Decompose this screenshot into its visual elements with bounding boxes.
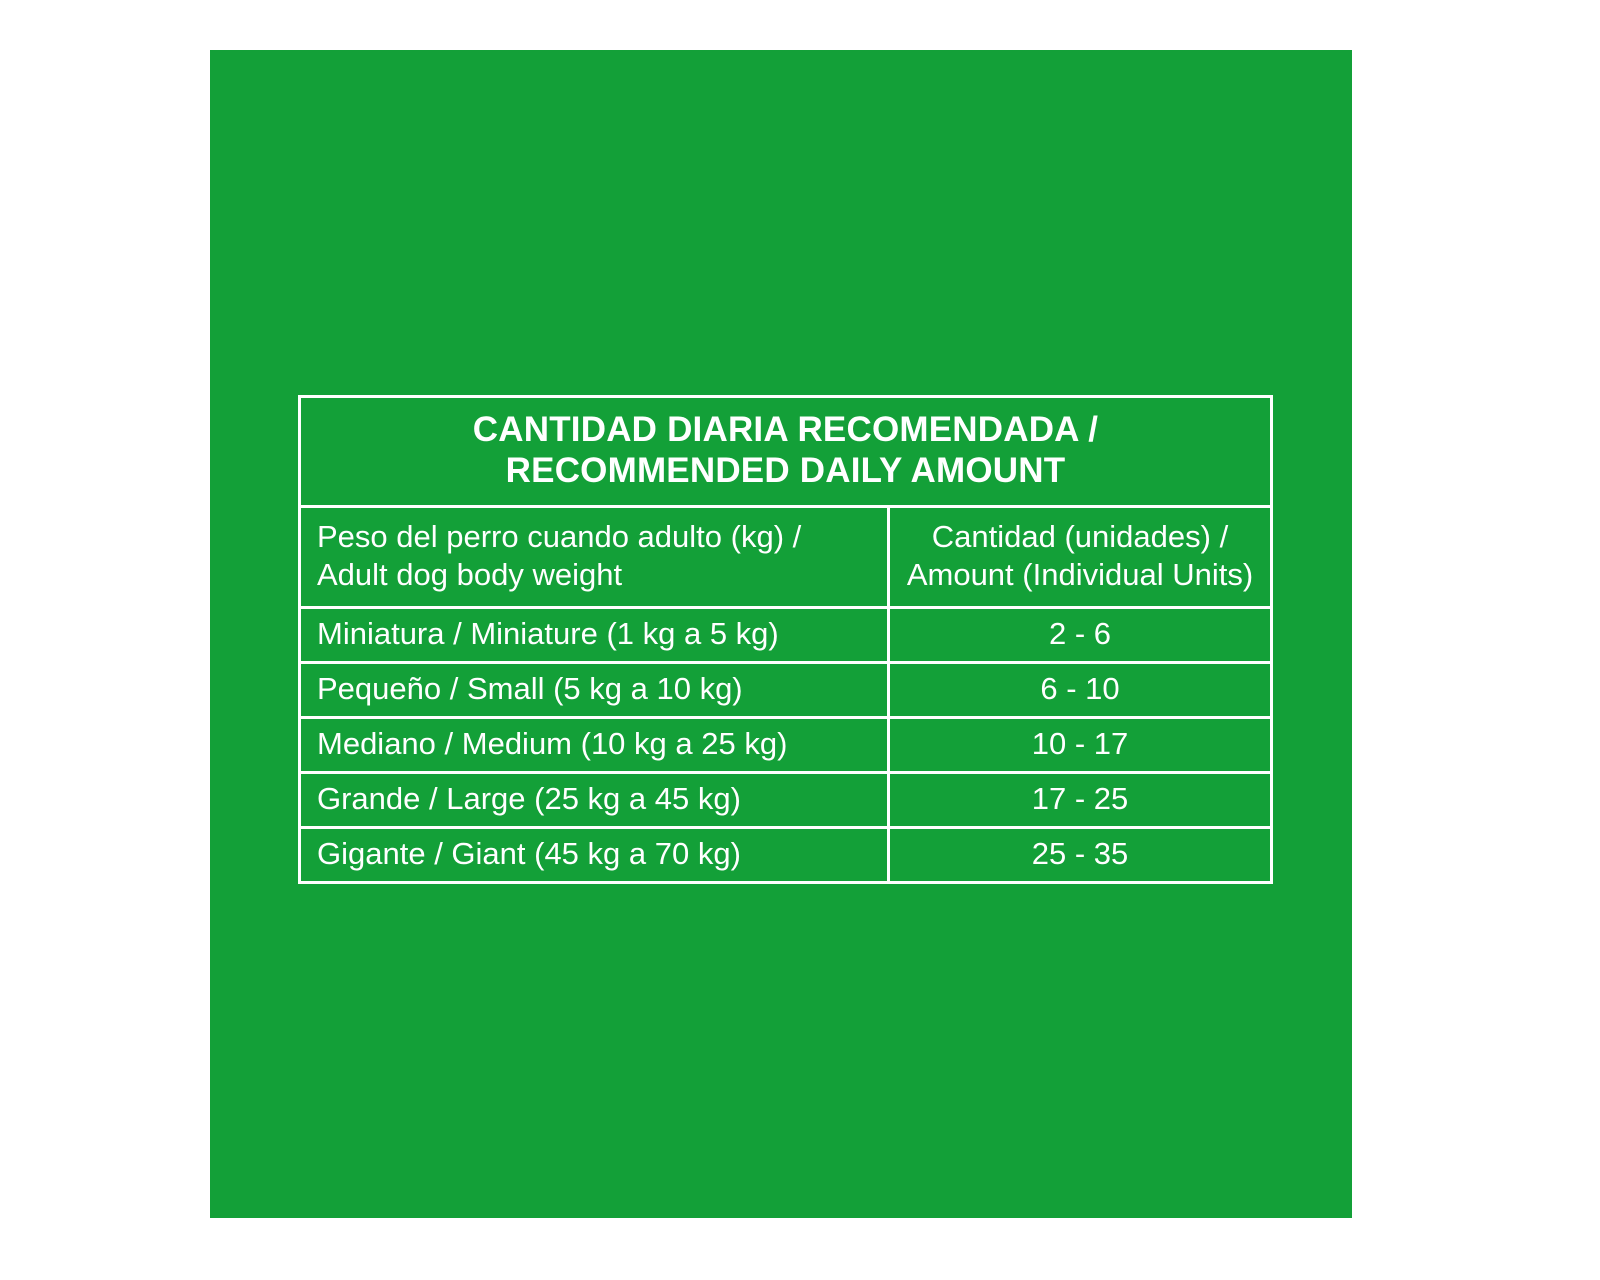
row-label: Gigante / Giant (45 kg a 70 kg) xyxy=(300,827,889,882)
row-value: 2 - 6 xyxy=(889,607,1272,662)
column-header-weight-line-1: Peso del perro cuando adulto (kg) / xyxy=(317,519,802,555)
table-title-line-1: CANTIDAD DIARIA RECOMENDADA / xyxy=(472,410,1099,449)
row-value: 6 - 10 xyxy=(889,662,1272,717)
column-header-weight-line-2: Adult dog body weight xyxy=(317,557,623,592)
row-value: 17 - 25 xyxy=(889,772,1272,827)
column-header-amount-line-2: Amount (Individual Units) xyxy=(906,557,1254,592)
table-row xyxy=(300,662,1272,717)
row-label: Mediano / Medium (10 kg a 25 kg) xyxy=(300,717,889,772)
table-row xyxy=(300,827,1272,882)
row-value: 10 - 17 xyxy=(889,717,1272,772)
table-row xyxy=(300,717,1272,772)
table-row xyxy=(300,772,1272,827)
column-header-weight xyxy=(300,507,889,608)
table-title-row xyxy=(300,397,1272,507)
table-title-line-2: RECOMMENDED DAILY AMOUNT xyxy=(505,450,1066,490)
row-value: 25 - 35 xyxy=(889,827,1272,882)
row-label: Grande / Large (25 kg a 45 kg) xyxy=(300,772,889,827)
green-panel xyxy=(210,50,1352,1218)
column-header-amount xyxy=(889,507,1272,608)
feeding-guide-table xyxy=(298,395,1273,884)
table-header-row xyxy=(300,507,1272,608)
table-title xyxy=(300,397,1272,507)
row-label: Pequeño / Small (5 kg a 10 kg) xyxy=(300,662,889,717)
column-header-amount-line-1: Cantidad (unidades) / xyxy=(931,519,1229,555)
table-row xyxy=(300,607,1272,662)
row-label: Miniatura / Miniature (1 kg a 5 kg) xyxy=(300,607,889,662)
